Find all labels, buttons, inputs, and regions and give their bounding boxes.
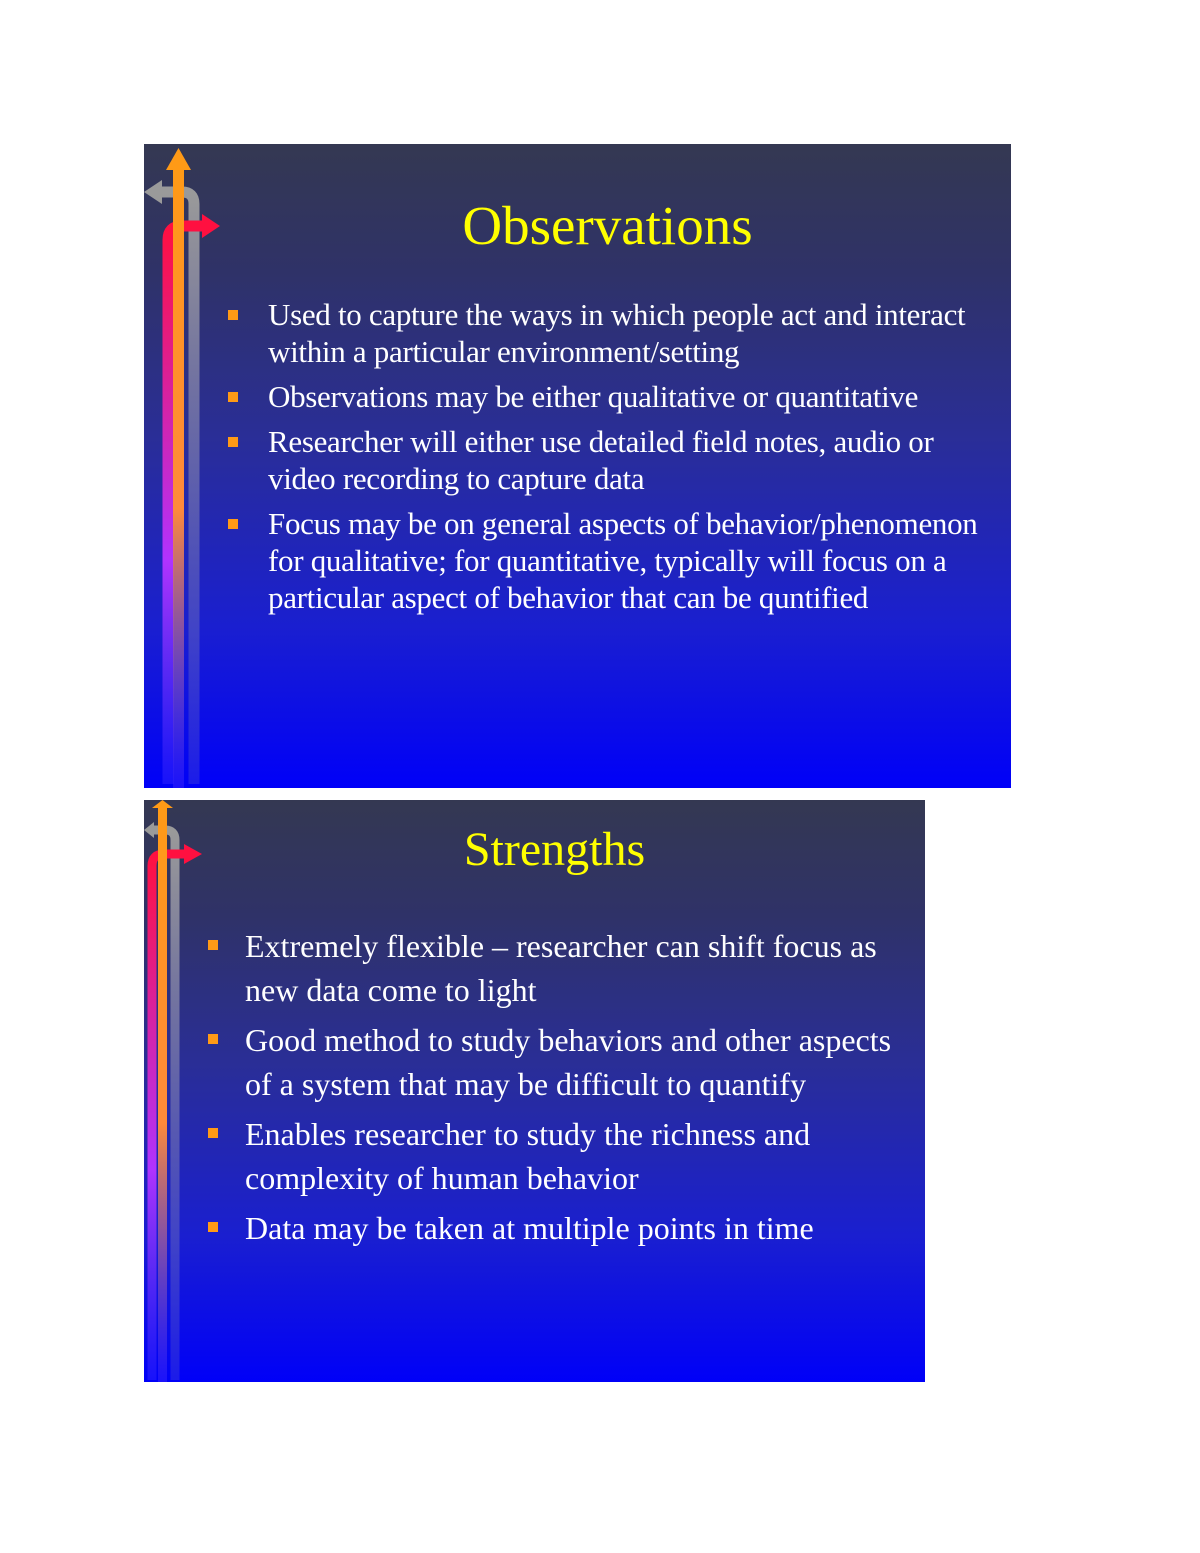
bullet-text: Enables researcher to study the richness and complexity of human behavior [245,1116,811,1196]
bullet-item [206,1018,906,1106]
bullet-item [226,296,996,370]
square-bullet-icon [208,1222,218,1232]
bullet-item [206,924,906,1012]
bullet-item [206,1112,906,1200]
bullet-text: Focus may be on general aspects of behavior/phenomenon for qualitative; for quantitative, typically will focus on a particular aspect of behavior that can be quntified [268,506,978,615]
orange-arrow-icon [152,800,173,1382]
bullet-text: Extremely flexible – researcher can shift focus as new data come to light [245,928,877,1008]
square-bullet-icon [228,310,238,320]
square-bullet-icon [208,1034,218,1044]
square-bullet-icon [208,1128,218,1138]
square-bullet-icon [228,392,238,402]
bullet-text: Researcher will either use detailed field notes, audio or video recording to capture data [268,424,934,496]
slide-strengths [144,800,925,1382]
bullet-text: Observations may be either qualitative or quantitative [268,379,919,414]
slide-title: Strengths [463,823,646,876]
bullet-list [206,924,906,1256]
bullet-item [226,505,996,616]
slide-title: Observations [462,195,753,256]
square-bullet-icon [228,519,238,529]
bullet-list [226,296,996,624]
slide-observations [144,144,1011,788]
square-bullet-icon [228,437,238,447]
bullet-item [206,1206,906,1250]
red-arrow-icon [152,844,202,1380]
gray-arrow-icon [144,180,194,784]
bullet-item [226,423,996,497]
bullet-text: Data may be taken at multiple points in time [245,1210,814,1246]
bullet-text: Used to capture the ways in which people act and interact within a particular environment/setting [268,297,966,369]
gray-arrow-icon [144,822,175,1380]
red-arrow-icon [168,214,220,784]
bullet-item [226,378,996,415]
square-bullet-icon [208,940,218,950]
bullet-text: Good method to study behaviors and other aspects of a system that may be difficult to quantify [245,1022,892,1102]
